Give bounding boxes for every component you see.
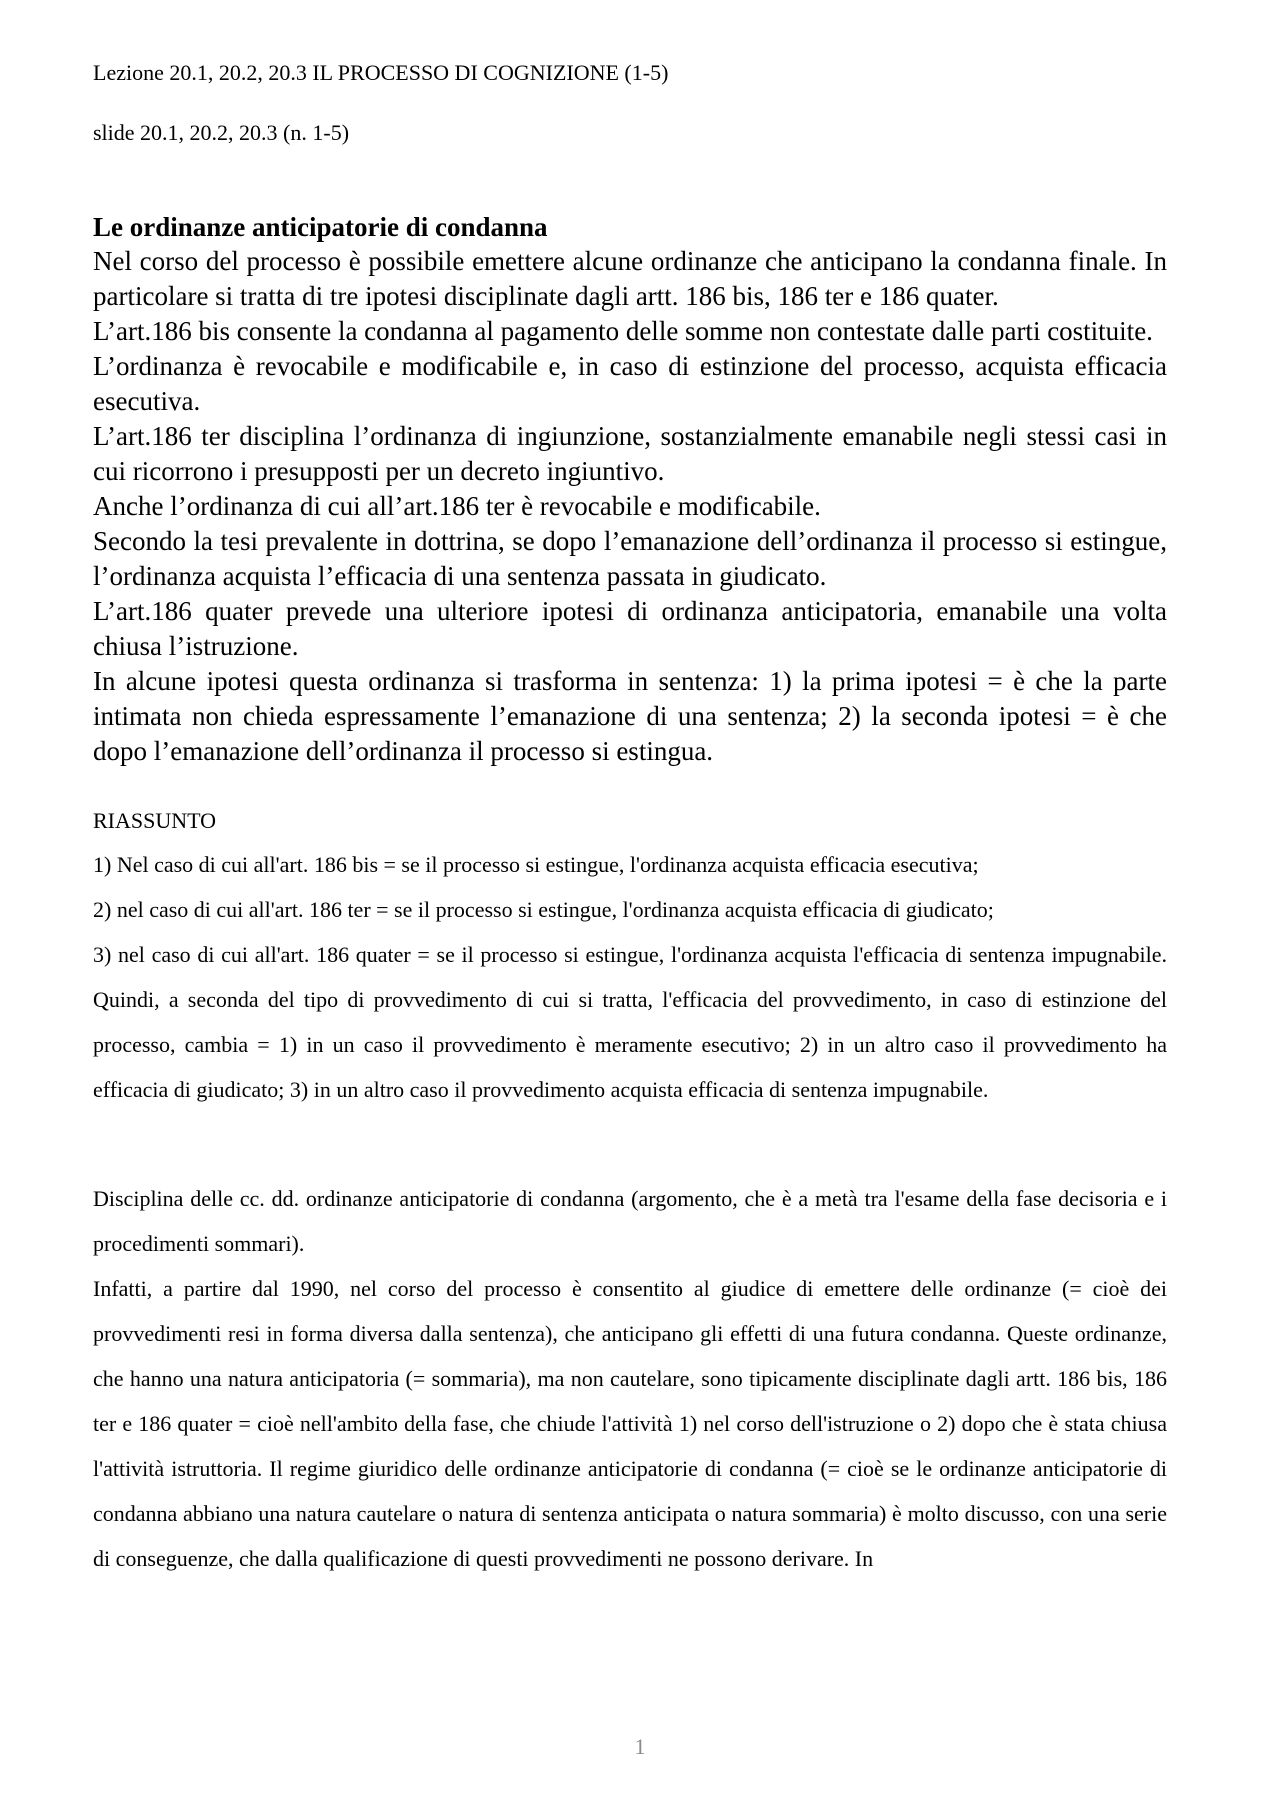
- section-body: [93, 244, 1167, 769]
- paragraph: Secondo la tesi prevalente in dottrina, se dopo l’emanazione dell’ordinanza il processo si estingue, l’ordinanza acquista l’efficacia di una sentenza passata in giudicato.: [93, 526, 1167, 591]
- riassunto-item: 2) nel caso di cui all'art. 186 ter = se il processo si estingue, l'ordinanza acquista efficacia di giudicato;: [93, 897, 994, 922]
- riassunto-body: [93, 842, 1167, 1112]
- riassunto-title: RIASSUNTO: [93, 808, 217, 833]
- paragraph: Infatti, a partire dal 1990, nel corso del processo è consentito al giudice di emettere delle ordinanze (= cioè dei provvedimenti resi in forma diversa dalla sentenza), che anticipano gli effetti di una futura condanna. Queste ordinanze, che hanno una natura anticipatoria (= sommaria), ma non cautelare, sono tipicamente disciplinate dagli artt. 186 bis, 186 ter e 186 quater = cioè nell'ambito della fase, che chiude l'attività 1) nel corso dell'istruzione o 2) dopo che è stata chiusa l'attività istruttoria. Il regime giuridico delle ordinanze anticipatorie di condanna (= cioè se le ordinanze anticipatorie di condanna abbiano una natura cautelare o natura di sentenza anticipata o natura sommaria) è molto discusso, con una serie di conseguenze, che dalla qualificazione di questi provvedimenti ne possono derivare. In: [93, 1276, 1167, 1571]
- slides-reference: slide 20.1, 20.2, 20.3 (n. 1-5): [93, 120, 350, 145]
- paragraph: L’art.186 quater prevede una ulteriore ipotesi di ordinanza anticipatoria, emanabile una volta chiusa l’istruzione.: [93, 596, 1167, 661]
- paragraph: In alcune ipotesi questa ordinanza si trasforma in sentenza: 1) la prima ipotesi = è che la parte intimata non chieda espressamente l’emanazione di una sentenza; 2) la seconda ipotesi = è che dopo l’emanazione dell’ordinanza il processo si estingua.: [93, 666, 1167, 766]
- document-page: [93, 58, 1167, 1581]
- paragraph: Anche l’ordinanza di cui all’art.186 ter è revocabile e modificabile.: [93, 491, 821, 521]
- paragraph: Nel corso del processo è possibile emettere alcune ordinanze che anticipano la condanna finale. In particolare si tratta di tre ipotesi disciplinate dagli artt. 186 bis, 186 ter e 186 quater.: [93, 246, 1167, 311]
- paragraph: L’ordinanza è revocabile e modificabile e, in caso di estinzione del processo, acquista efficacia esecutiva.: [93, 351, 1167, 416]
- paragraph: Disciplina delle cc. dd. ordinanze anticipatorie di condanna (argomento, che è a metà tra l'esame della fase decisoria e i procedimenti sommari).: [93, 1186, 1167, 1256]
- riassunto-item: 3) nel caso di cui all'art. 186 quater = se il processo si estingue, l'ordinanza acquista l'efficacia di sentenza impugnabile. Quindi, a seconda del tipo di provvedimento di cui si tratta, l'efficacia del provvedimento, in caso di estinzione del processo, cambia = 1) in un caso il provvedimento è meramente esecutivo; 2) in un altro caso il provvedimento ha efficacia di giudicato; 3) in un altro caso il provvedimento acquista efficacia di sentenza impugnabile.: [93, 942, 1167, 1102]
- riassunto-item: 1) Nel caso di cui all'art. 186 bis = se il processo si estingue, l'ordinanza acquista efficacia esecutiva;: [93, 852, 979, 877]
- page-number: 1: [634, 1734, 646, 1759]
- paragraph: L’art.186 ter disciplina l’ordinanza di ingiunzione, sostanzialmente emanabile negli stessi casi in cui ricorrono i presupposti per un decreto ingiuntivo.: [93, 421, 1167, 486]
- section-title: Le ordinanze anticipatorie di condanna: [93, 212, 548, 242]
- disciplina-body: [93, 1176, 1167, 1581]
- lesson-title: Lezione 20.1, 20.2, 20.3 IL PROCESSO DI COGNIZIONE (1-5): [93, 60, 669, 85]
- paragraph: L’art.186 bis consente la condanna al pagamento delle somme non contestate dalle parti costituite.: [93, 316, 1153, 346]
